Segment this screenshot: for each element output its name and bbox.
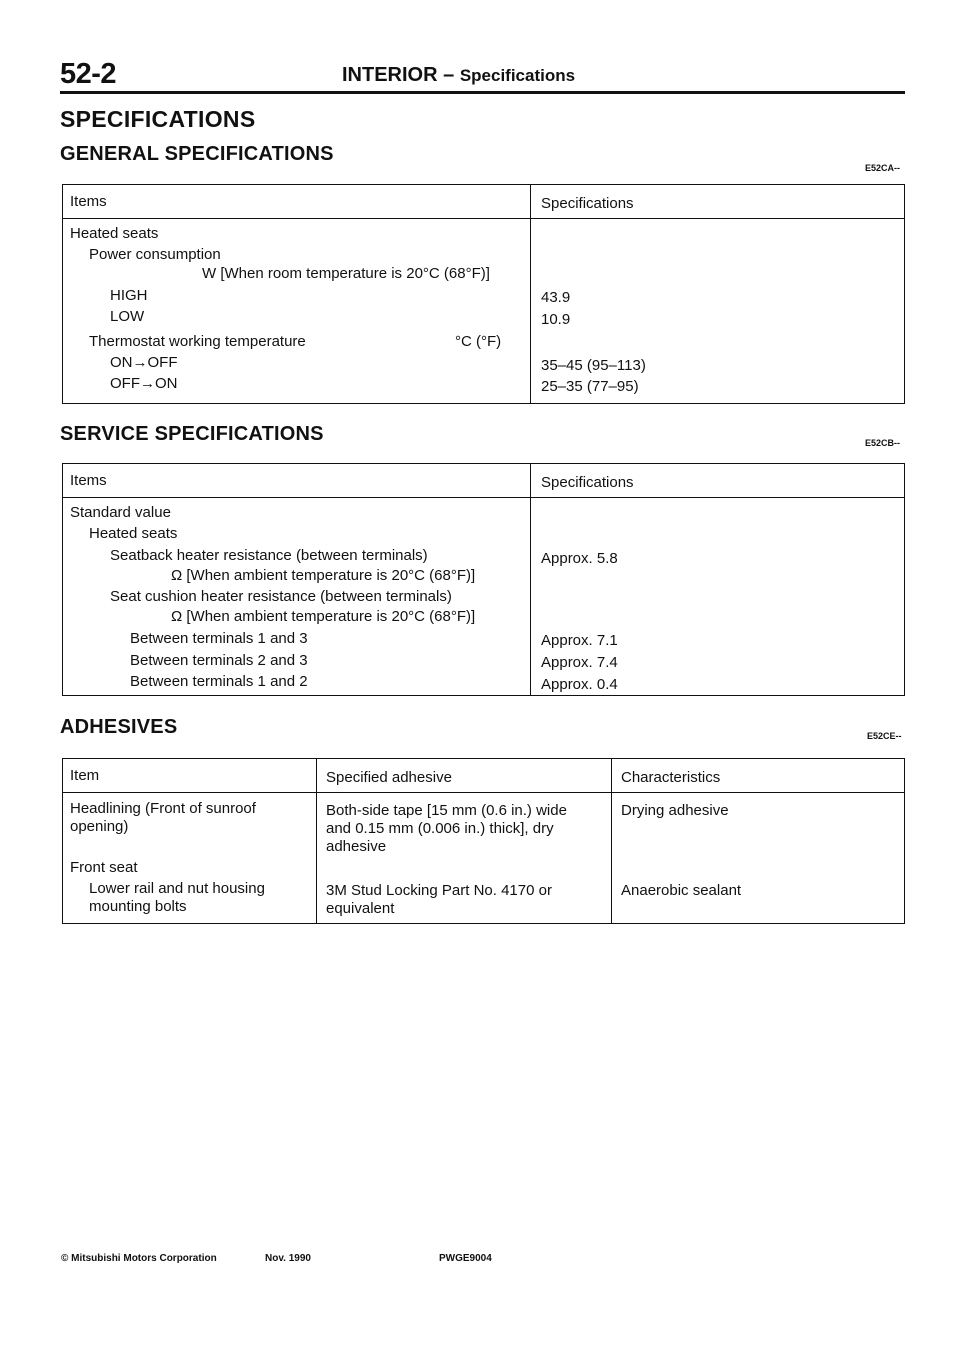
service-code: E52CB-- [865,438,901,448]
adhesives-code: E52CE-- [867,731,902,741]
chapter-title [342,64,575,87]
col-adhesive: Specified adhesive [326,769,452,786]
chapter-name: INTERIOR – [342,64,455,86]
adhesives-table [62,758,905,924]
adhesive-text: equivalent [326,900,395,917]
row-label: OFF→ON [110,375,178,392]
row-label: Between terminals 1 and 3 [130,630,308,647]
item-text: Front seat [70,859,138,876]
row-label: Seatback heater resistance (between terminals) [110,547,428,564]
row-label: Heated seats [70,225,159,242]
header-rule [60,91,905,94]
row-value: 43.9 [541,289,571,306]
adhesive-text: and 0.15 mm (0.006 in.) thick], dry [326,820,554,837]
row-label: Thermostat working temperature [89,333,306,350]
characteristic-text: Drying adhesive [621,802,729,819]
row-unit: °C (°F) [455,333,502,350]
row-label: Power consumption [89,246,221,263]
item-text: Headlining (Front of sunroof [70,800,256,817]
item-text: Lower rail and nut housing [89,880,265,897]
row-label: Seat cushion heater resistance (between terminals) [110,588,452,605]
row-label: HIGH [110,287,148,304]
row-value: Approx. 7.4 [541,654,618,671]
item-text: mounting bolts [89,898,187,915]
col-items: Items [70,193,107,210]
row-value: Approx. 5.8 [541,550,618,567]
page-title: SPECIFICATIONS [60,106,256,132]
row-value: 35–45 (95–113) [541,357,646,374]
adhesives-heading: ADHESIVES [60,716,178,738]
row-label: W [When room temperature is 20°C (68°F)] [202,265,490,282]
footer-copyright: © Mitsubishi Motors Corporation [61,1253,217,1264]
row-label: Ω [When ambient temperature is 20°C (68°F)] [171,567,476,584]
col-items: Items [70,472,107,489]
adhesive-text: 3M Stud Locking Part No. 4170 or [326,882,552,899]
col-item: Item [70,767,100,784]
section-name: Specifications [459,66,576,85]
item-text: opening) [70,818,129,835]
page-header [0,0,960,100]
row-label: Standard value [70,504,171,521]
row-value: 10.9 [541,311,571,328]
service-heading: SERVICE SPECIFICATIONS [60,423,324,445]
general-specs-table [62,184,905,404]
row-label: Ω [When ambient temperature is 20°C (68°F)] [171,608,476,625]
adhesive-text: adhesive [326,838,387,855]
adhesive-text: Both-side tape [15 mm (0.6 in.) wide [326,802,567,819]
service-specs-table [62,463,905,696]
row-label: Between terminals 2 and 3 [130,652,308,669]
general-code: E52CA-- [865,163,901,173]
col-specs: Specifications [541,195,634,212]
row-label: ON→OFF [110,354,178,371]
row-value: 25–35 (77–95) [541,378,639,395]
row-value: Approx. 7.1 [541,632,618,649]
row-label: Between terminals 1 and 2 [130,673,308,690]
footer-code: PWGE9004 [439,1253,492,1264]
row-label: Heated seats [89,525,178,542]
row-label: LOW [110,308,145,325]
col-specs: Specifications [541,474,634,491]
footer-date: Nov. 1990 [265,1253,311,1264]
row-value: Approx. 0.4 [541,676,618,693]
col-characteristics: Characteristics [621,769,721,786]
page-number: 52-2 [60,58,117,90]
general-heading: GENERAL SPECIFICATIONS [60,143,334,165]
characteristic-text: Anaerobic sealant [621,882,742,899]
